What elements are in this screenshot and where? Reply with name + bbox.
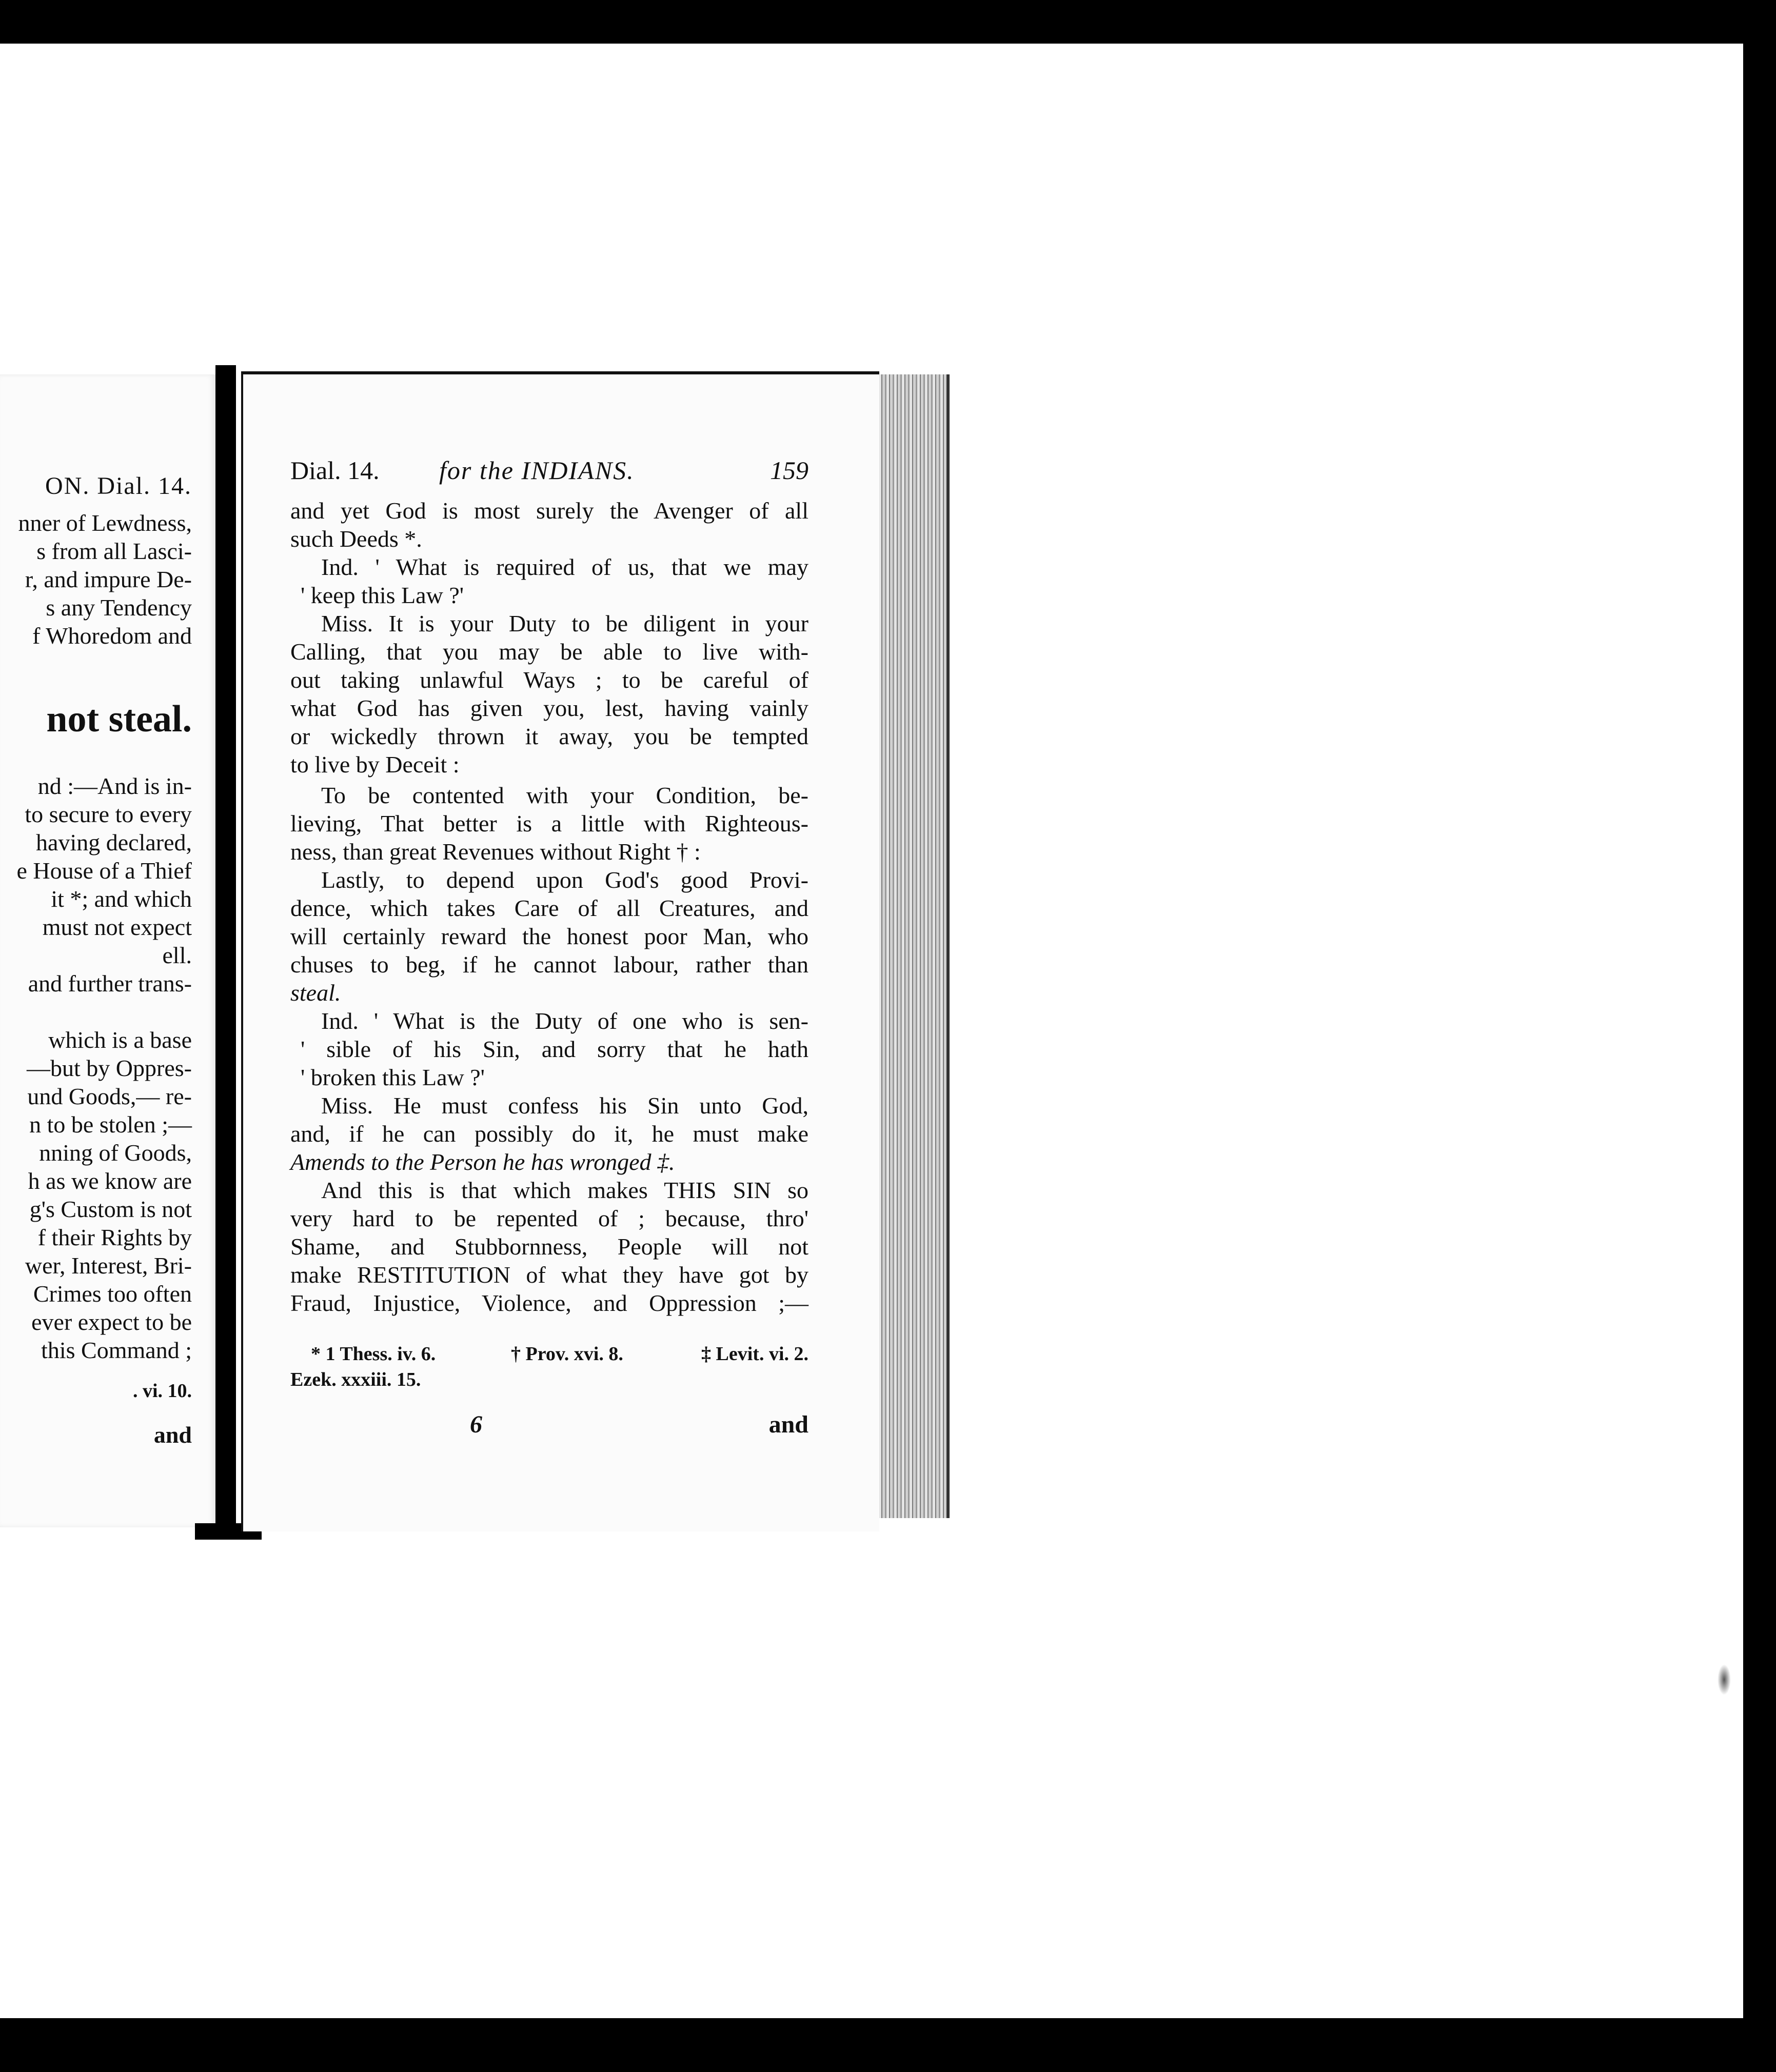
page-edges: [867, 374, 950, 1518]
running-head-title: for the INDIANS.: [439, 456, 635, 485]
body-line: chuses to beg, if he cannot labour, rather than: [290, 951, 808, 978]
body-line: To be contented with your Condition, be-: [321, 782, 808, 808]
body-line: Miss. He must confess his Sin unto God,: [321, 1092, 808, 1119]
body-line: And this is that which makes THIS SIN so: [321, 1177, 808, 1203]
left-text-line: f their Rights by: [37, 1224, 192, 1250]
body-line: ness, than great Revenues without Right † :: [290, 839, 701, 865]
body-line: to live by Deceit :: [290, 751, 460, 778]
left-text-line: f Whoredom and: [32, 623, 192, 649]
body-line: will certainly reward the honest poor Man, who: [290, 923, 808, 949]
body-line: Calling, that you may be able to live with-: [290, 639, 808, 665]
scan-artifact: [1718, 1664, 1731, 1695]
running-head-left: Dial. 14.: [290, 456, 380, 485]
book-spine: [215, 365, 236, 1540]
left-text-line: —but by Oppres-: [27, 1055, 192, 1081]
body-line: such Deeds *.: [290, 526, 422, 552]
body-line: what God has given you, lest, having vainly: [290, 695, 808, 721]
footnote-2: † Prov. xvi. 8.: [511, 1343, 623, 1365]
left-footnote: . vi. 10.: [132, 1380, 192, 1402]
left-text-line: s any Tendency: [46, 594, 192, 621]
catchword: and: [768, 1411, 808, 1438]
left-text-line: ell.: [162, 942, 192, 968]
body-line: ' sible of his Sin, and sorry that he hath: [301, 1036, 808, 1062]
left-text-line: ever expect to be: [31, 1309, 192, 1335]
body-line: very hard to be repented of ; because, thro': [290, 1205, 808, 1231]
left-text-line: and further trans-: [28, 970, 192, 997]
body-line: ' keep this Law ?': [301, 582, 464, 608]
left-text-line: wer, Interest, Bri-: [25, 1252, 192, 1279]
body-line: steal.: [290, 980, 341, 1006]
left-text-line: nd :—And is in-: [37, 773, 192, 799]
page-number: 159: [770, 456, 808, 485]
body-line: dence, which takes Care of all Creatures, and: [290, 895, 808, 921]
body-line: Ind. ' What is the Duty of one who is sen-: [321, 1008, 808, 1034]
left-text-line: having declared,: [36, 829, 192, 855]
left-catchword: and: [153, 1422, 192, 1448]
right-page: [241, 371, 879, 1531]
body-line: Ind. ' What is required of us, that we may: [321, 554, 808, 580]
left-text-line: it *; and which: [51, 886, 192, 912]
left-text-line: which is a base: [48, 1027, 192, 1053]
left-text-line: nning of Goods,: [39, 1140, 192, 1166]
left-text-line: must not expect: [42, 914, 192, 940]
left-text-line: g's Custom is not: [29, 1196, 192, 1222]
left-text-line: n to be stolen ;—: [29, 1111, 192, 1138]
body-line: ' broken this Law ?': [301, 1064, 485, 1090]
body-line: or wickedly thrown it away, you be tempted: [290, 723, 808, 749]
body-line: and yet God is most surely the Avenger of all: [290, 497, 808, 524]
left-page: [0, 374, 215, 1527]
body-line: and, if he can possibly do it, he must make: [290, 1121, 808, 1147]
left-text-line: to secure to every: [25, 801, 192, 827]
body-line: Amends to the Person he has wronged ‡.: [290, 1149, 675, 1175]
left-text-line: r, and impure De-: [25, 566, 192, 592]
left-page-header: ON. Dial. 14.: [45, 472, 192, 500]
footnote-1: * 1 Thess. iv. 6.: [311, 1343, 436, 1365]
left-text-line: h as we know are: [28, 1168, 192, 1194]
body-line: Miss. It is your Duty to be diligent in your: [321, 610, 808, 636]
scan-border: [1743, 44, 1776, 2018]
left-text-line: this Command ;: [41, 1337, 192, 1363]
footnote-continuation: Ezek. xxxiii. 15.: [290, 1369, 421, 1390]
left-section-heading: not steal.: [46, 698, 192, 740]
footnote-3: ‡ Levit. vi. 2.: [701, 1343, 808, 1365]
body-line: out taking unlawful Ways ; to be careful of: [290, 667, 808, 693]
left-text-line: e House of a Thief: [16, 858, 192, 884]
left-text-line: s from all Lasci-: [36, 538, 192, 564]
body-line: lieving, That better is a little with Righteous-: [290, 810, 808, 836]
left-text-line: Crimes too often: [33, 1281, 192, 1307]
body-line: make RESTITUTION of what they have got by: [290, 1262, 808, 1288]
body-line: Shame, and Stubbornness, People will not: [290, 1233, 808, 1260]
signature-mark: 6: [470, 1411, 482, 1438]
body-line: Lastly, to depend upon God's good Provi-: [321, 867, 808, 893]
body-line: Fraud, Injustice, Violence, and Oppression ;—: [290, 1290, 808, 1316]
left-text-line: und Goods,— re-: [27, 1083, 192, 1109]
left-text-line: nner of Lewdness,: [18, 510, 192, 536]
